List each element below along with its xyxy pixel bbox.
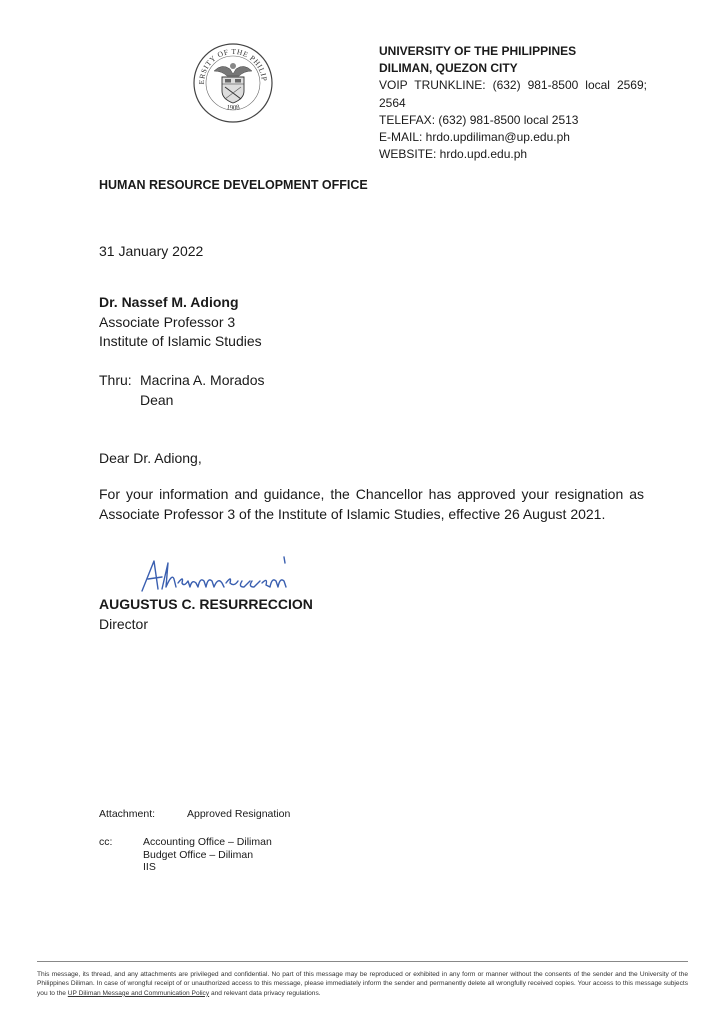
letter-date: 31 January 2022 [99,243,204,259]
letterhead [379,43,647,163]
cc-label: cc: [99,836,113,848]
office-name: HUMAN RESOURCE DEVELOPMENT OFFICE [99,178,368,192]
cc-item: IIS [143,861,156,873]
attachment-label: Attachment: [99,808,156,820]
email: E-MAIL: hrdo.updiliman@up.edu.ph [379,130,570,145]
cc-list [143,836,272,874]
thru-block [99,371,265,410]
signer-block [99,595,313,634]
voip-trunkline-cont: 2564 [379,95,406,110]
cc-block [99,836,272,874]
footer-text: This message, its thread, and any attachments are privileged and confidential. No part of this message may be reproduced or exhibited in any form or manner without the consents of the sender and the University of the Philippines Diliman. In case of wrongful receipt of or unauthorized access to this message, please immediately inform the sender and permanently delete all wrongfully received copies. Your access to this message subjects you to the [37,971,688,997]
campus-name: DILIMAN, QUEZON CITY [379,61,518,76]
recipient-unit: Institute of Islamic Studies [99,333,262,349]
telefax: TELEFAX: (632) 981-8500 local 2513 [379,112,579,127]
thru-name: Macrina A. Morados [140,372,265,388]
communication-policy-link[interactable]: UP Diliman Message and Communication Policy [67,989,210,997]
attachment-value: Approved Resignation [187,808,291,820]
footer-text-end: and relevant data privacy regulations. [209,989,321,997]
website: WEBSITE: hrdo.upd.edu.ph [379,147,528,162]
thru-label: Thru: [99,372,132,388]
seal-year: 1908 [225,103,241,112]
svg-text:UNIVERSITY OF THE PHILIPPINES: ERSITY OF THE PHILIP [196,46,270,85]
university-seal-icon [192,41,274,125]
recipient-position: Associate Professor 3 [99,313,236,330]
recipient-name: Dr. Nassef M. Adiong [99,294,239,310]
confidentiality-footer [37,970,688,998]
cc-item: Accounting Office – Diliman [143,836,272,848]
signer-title: Director [99,615,149,632]
handwritten-signature-icon [138,553,298,595]
voip-trunkline: VOIP TRUNKLINE: (632) 981-8500 local 2569; [379,78,647,93]
salutation: Dear Dr. Adiong, [99,450,202,466]
thru-position: Dean [140,391,174,408]
cc-item: Budget Office – Diliman [143,848,254,861]
recipient-block [99,293,262,352]
footer-divider [37,961,688,962]
signer-name: AUGUSTUS C. RESURRECCION [99,596,313,612]
letter-body: For your information and guidance, the Chancellor has approved your resignation as Associate Professor 3 of the Institute of Islamic Studies, effective 26 August 2021. [99,486,644,522]
university-name: UNIVERSITY OF THE PHILIPPINES [379,44,577,58]
attachment-line [99,808,290,820]
